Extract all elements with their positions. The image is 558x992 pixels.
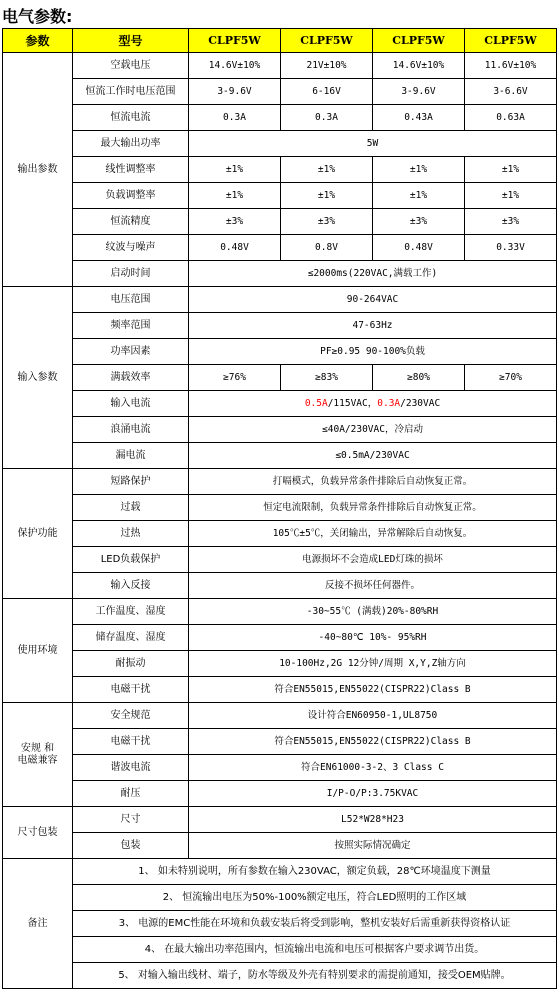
- param-value: 3-9.6V: [189, 79, 281, 105]
- param-value: I/P-O/P:3.75KVAC: [189, 781, 557, 807]
- param-label: 电磁干扰: [73, 677, 189, 703]
- model-name: CLPF5W: [189, 29, 281, 53]
- param-label: 漏电流: [73, 443, 189, 469]
- param-value: ±3%: [373, 209, 465, 235]
- param-value: ≥80%: [373, 365, 465, 391]
- param-value: 14.6V±10%: [373, 53, 465, 79]
- note-item: 2、 恒流输出电压为50%-100%额定电压，符合LED照明的工作区域: [73, 885, 557, 911]
- note-item: 3、 电源的EMC性能在环境和负载安装后将受到影响，整机安装好后需重新获得资格认证: [73, 911, 557, 937]
- table-row: [3, 79, 557, 105]
- param-value: ≥76%: [189, 365, 281, 391]
- param-label: 负载调整率: [73, 183, 189, 209]
- param-value: 11.6V±10%: [465, 53, 557, 79]
- param-value: ≥70%: [465, 365, 557, 391]
- param-label: 谐波电流: [73, 755, 189, 781]
- param-value: 3-6.6V: [465, 79, 557, 105]
- table-row: [3, 599, 557, 625]
- param-label: 纹波与噪声: [73, 235, 189, 261]
- param-value: 14.6V±10%: [189, 53, 281, 79]
- param-label: 浪涌电流: [73, 417, 189, 443]
- param-value: 6-16V: [281, 79, 373, 105]
- param-value: ≥83%: [281, 365, 373, 391]
- table-row: [3, 703, 557, 729]
- param-value: ±1%: [373, 183, 465, 209]
- table-row: [3, 781, 557, 807]
- param-value: 0.33V: [465, 235, 557, 261]
- param-value: 21V±10%: [281, 53, 373, 79]
- category-line: 安规 和: [20, 742, 55, 754]
- param-value: ≤40A/230VAC，冷启动: [189, 417, 557, 443]
- param-label: 短路保护: [73, 469, 189, 495]
- param-label: 电磁干扰: [73, 729, 189, 755]
- header-model: 型号: [73, 29, 189, 53]
- param-label: 线性调整率: [73, 157, 189, 183]
- table-row: [3, 677, 557, 703]
- model-name: CLPF5W: [465, 29, 557, 53]
- table-row: [3, 105, 557, 131]
- table-row: [3, 417, 557, 443]
- table-row: [3, 53, 557, 79]
- param-value: 恒定电流限制，负载异常条件排除后自动恢复正常。: [189, 495, 557, 521]
- param-label: 恒流电流: [73, 105, 189, 131]
- category-protection: 保护功能: [3, 469, 73, 599]
- table-row: [3, 911, 557, 937]
- table-row: [3, 807, 557, 833]
- table-row: [3, 235, 557, 261]
- param-value: 0.3A: [281, 105, 373, 131]
- param-value: 90-264VAC: [189, 287, 557, 313]
- param-value: L52*W28*H23: [189, 807, 557, 833]
- param-value: ±1%: [373, 157, 465, 183]
- param-value: 47-63Hz: [189, 313, 557, 339]
- table-row: [3, 131, 557, 157]
- param-value: 0.48V: [373, 235, 465, 261]
- category-notes: 备注: [3, 859, 73, 989]
- table-row: [3, 365, 557, 391]
- table-row: [3, 937, 557, 963]
- param-value: 反接不损坏任何器件。: [189, 573, 557, 599]
- table-row: [3, 859, 557, 885]
- param-value: -40~80℃ 10%- 95%RH: [189, 625, 557, 651]
- table-row: [3, 339, 557, 365]
- param-value: ±1%: [281, 183, 373, 209]
- category-input: 输入参数: [3, 287, 73, 469]
- table-row: [3, 573, 557, 599]
- table-row: [3, 183, 557, 209]
- param-value: ±3%: [281, 209, 373, 235]
- param-value: PF≥0.95 90-100%负载: [189, 339, 557, 365]
- param-label: 恒流精度: [73, 209, 189, 235]
- current-230v: 0.3A: [377, 397, 401, 409]
- table-row: [3, 469, 557, 495]
- param-value: 符合EN61000-3-2、3 Class C: [189, 755, 557, 781]
- param-value: -30~55℃ (满载)20%-80%RH: [189, 599, 557, 625]
- param-label: 过热: [73, 521, 189, 547]
- model-name: CLPF5W: [281, 29, 373, 53]
- param-label: 恒流工作时电压范围: [73, 79, 189, 105]
- param-value: ≤0.5mA/230VAC: [189, 443, 557, 469]
- param-label: 耐振动: [73, 651, 189, 677]
- param-label: 尺寸: [73, 807, 189, 833]
- param-value: 0.48V: [189, 235, 281, 261]
- param-value: ±1%: [189, 157, 281, 183]
- param-value: ±1%: [189, 183, 281, 209]
- note-item: 1、 如未特别说明，所有参数在输入230VAC，额定负载，28℃环境温度下测量: [73, 859, 557, 885]
- table-row: [3, 833, 557, 859]
- param-value: 0.3A: [189, 105, 281, 131]
- param-label: 输入反接: [73, 573, 189, 599]
- table-row: [3, 729, 557, 755]
- param-value: 电源损坏不会造成LED灯珠的损坏: [189, 547, 557, 573]
- model-name: CLPF5W: [373, 29, 465, 53]
- page-title: 电气参数:: [2, 7, 73, 26]
- param-value: 0.8V: [281, 235, 373, 261]
- param-value: ±3%: [465, 209, 557, 235]
- param-label: LED负载保护: [73, 547, 189, 573]
- param-value: [189, 391, 557, 417]
- header-param: 参数: [3, 29, 73, 53]
- spec-table: [2, 28, 557, 989]
- param-value: ±1%: [465, 157, 557, 183]
- param-label: 最大输出功率: [73, 131, 189, 157]
- param-label: 满载效率: [73, 365, 189, 391]
- category-safety-emc: [3, 703, 73, 807]
- param-value: ≤2000ms(220VAC,满载工作): [189, 261, 557, 287]
- table-row: [3, 313, 557, 339]
- header-row: [3, 29, 557, 53]
- param-label: 频率范围: [73, 313, 189, 339]
- table-row: [3, 495, 557, 521]
- param-value: ±1%: [465, 183, 557, 209]
- param-value: 0.63A: [465, 105, 557, 131]
- table-row: [3, 443, 557, 469]
- note-item: 5、 对输入输出线材、端子，防水等级及外壳有特别要求的需提前通知，接受OEM贴牌。: [73, 963, 557, 989]
- param-label: 过载: [73, 495, 189, 521]
- table-row: [3, 885, 557, 911]
- param-label: 安全规范: [73, 703, 189, 729]
- category-environment: 使用环境: [3, 599, 73, 703]
- param-label: 空载电压: [73, 53, 189, 79]
- category-size: 尺寸包装: [3, 807, 73, 859]
- param-value: 5W: [189, 131, 557, 157]
- table-row: [3, 287, 557, 313]
- category-line: 电磁兼容: [17, 754, 58, 766]
- param-label: 耐压: [73, 781, 189, 807]
- current-230v-unit: /230VAC: [400, 397, 441, 409]
- table-row: [3, 547, 557, 573]
- table-row: [3, 209, 557, 235]
- table-row: [3, 261, 557, 287]
- param-label: 工作温度、湿度: [73, 599, 189, 625]
- table-row: [3, 521, 557, 547]
- param-label: 功率因素: [73, 339, 189, 365]
- table-row: [3, 755, 557, 781]
- param-value: 0.43A: [373, 105, 465, 131]
- note-item: 4、 在最大输出功率范围内，恒流输出电流和电压可根据客户要求调节出货。: [73, 937, 557, 963]
- param-value: 105℃±5℃，关闭输出，异常解除后自动恢复。: [189, 521, 557, 547]
- category-output: 输出参数: [3, 53, 73, 287]
- param-value: ±3%: [189, 209, 281, 235]
- table-row: [3, 391, 557, 417]
- table-row: [3, 651, 557, 677]
- param-label: 输入电流: [73, 391, 189, 417]
- table-row: [3, 625, 557, 651]
- param-value: ±1%: [281, 157, 373, 183]
- current-115v-unit: /115VAC，: [327, 397, 378, 409]
- param-value: 设计符合EN60950-1,UL8750: [189, 703, 557, 729]
- param-label: 启动时间: [73, 261, 189, 287]
- param-value: 10-100Hz,2G 12分钟/周期 X,Y,Z轴方向: [189, 651, 557, 677]
- param-value: 3-9.6V: [373, 79, 465, 105]
- table-row: [3, 963, 557, 989]
- table-row: [3, 157, 557, 183]
- param-label: 包装: [73, 833, 189, 859]
- param-label: 电压范围: [73, 287, 189, 313]
- param-value: 打嗝模式，负载异常条件排除后自动恢复正常。: [189, 469, 557, 495]
- param-label: 储存温度、湿度: [73, 625, 189, 651]
- param-value: 按照实际情况确定: [189, 833, 557, 859]
- current-115v: 0.5A: [304, 397, 328, 409]
- param-value: 符合EN55015,EN55022(CISPR22)Class B: [189, 729, 557, 755]
- param-value: 符合EN55015,EN55022(CISPR22)Class B: [189, 677, 557, 703]
